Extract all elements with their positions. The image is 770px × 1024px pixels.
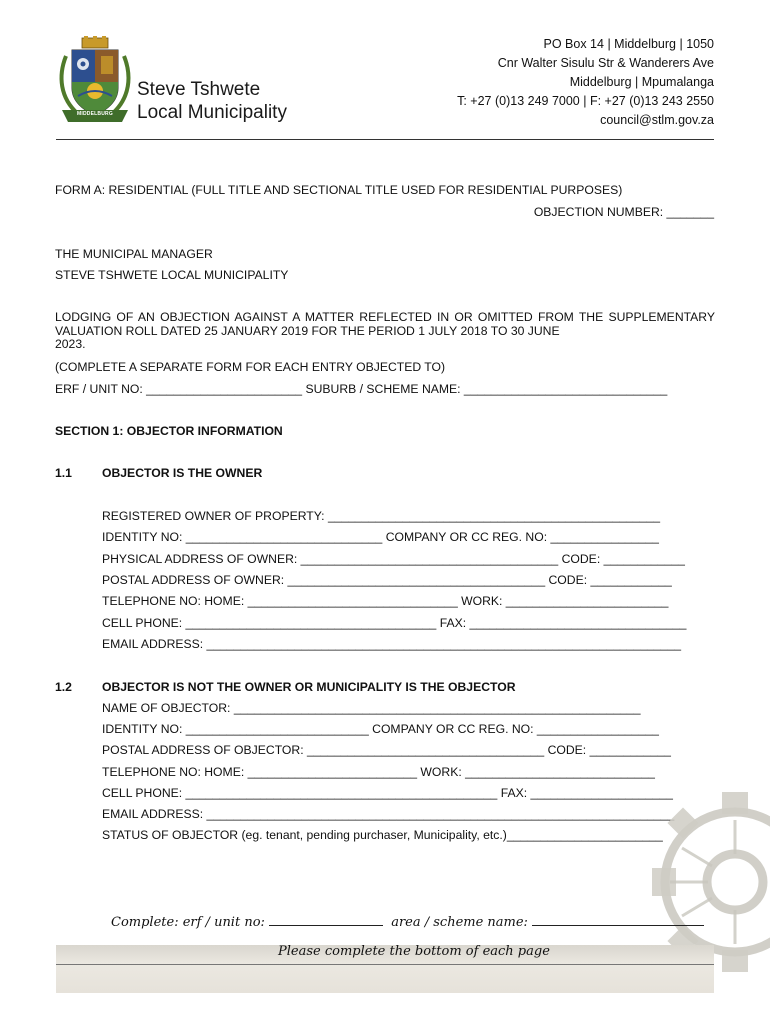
owner-physical-address-field[interactable]: PHYSICAL ADDRESS OF OWNER: ______________________________________ CODE: ____________ — [102, 552, 685, 566]
footer-erf-input[interactable] — [269, 914, 383, 926]
objector-status-field[interactable]: STATUS OF OBJECTOR (eg. tenant, pending purchaser, Municipality, etc.)_______________________ — [102, 828, 663, 842]
objector-postal-address-field[interactable]: POSTAL ADDRESS OF OBJECTOR: ___________________________________ CODE: ____________ — [102, 743, 671, 757]
org-name-line-2: Local Municipality — [137, 102, 287, 123]
footer-area-label: area / scheme name: — [391, 915, 528, 930]
addressee-line-2: STEVE TSHWETE LOCAL MUNICIPALITY — [55, 268, 289, 282]
lodging-text: LODGING OF AN OBJECTION AGAINST A MATTER REFLECTED IN OR OMITTED FROM THE SUPPLEMENTARY VALUATION ROLL DATED 25 JANUARY 2019 FOR THE PERIOD 1 JULY 2018 TO 30 JUNE — [55, 310, 715, 338]
objector-email-field[interactable]: EMAIL ADDRESS: _____________________________________________________________________ — [102, 807, 675, 821]
owner-identity-field[interactable]: IDENTITY NO: _____________________________ COMPANY OR CC REG. NO: ________________ — [102, 530, 659, 544]
subsection-1-1-number: 1.1 — [55, 466, 72, 480]
contact-postal: PO Box 14 | Middelburg | 1050 — [543, 37, 714, 51]
contact-block — [457, 35, 714, 130]
footer-complete-row — [111, 914, 704, 930]
organization-name — [137, 78, 287, 124]
subsection-1-2-heading: OBJECTOR IS NOT THE OWNER OR MUNICIPALITY IS THE OBJECTOR — [102, 680, 516, 694]
municipality-logo — [56, 36, 134, 128]
registered-owner-field[interactable]: REGISTERED OWNER OF PROPERTY: _________________________________________________ — [102, 509, 661, 523]
footer-divider — [56, 964, 714, 965]
form-title: FORM A: RESIDENTIAL (FULL TITLE AND SECTIONAL TITLE USED FOR RESIDENTIAL PURPOSES) — [55, 183, 623, 197]
contact-street: Cnr Walter Sisulu Str & Wanderers Ave — [497, 56, 714, 70]
addressee-line-1: THE MUNICIPAL MANAGER — [55, 247, 213, 261]
objection-number-field[interactable]: OBJECTION NUMBER: _______ — [533, 205, 714, 219]
lodging-text-end: 2023. — [55, 337, 86, 351]
owner-telephone-field[interactable]: TELEPHONE NO: HOME: _______________________________ WORK: ________________________ — [102, 594, 669, 608]
contact-town: Middelburg | Mpumalanga — [569, 75, 714, 89]
contact-phone-fax: T: +27 (0)13 249 7000 | F: +27 (0)13 243 2550 — [457, 94, 714, 108]
owner-cell-fax-field[interactable]: CELL PHONE: _____________________________________ FAX: ________________________________ — [102, 616, 687, 630]
footer-area-input[interactable] — [532, 914, 704, 926]
subsection-1-2-number: 1.2 — [55, 680, 72, 694]
owner-email-field[interactable]: EMAIL ADDRESS: ______________________________________________________________________ — [102, 637, 681, 651]
logo-ribbon-text: MIDDELBURG — [77, 111, 113, 117]
objector-name-field[interactable]: NAME OF OBJECTOR: ____________________________________________________________ — [102, 701, 641, 715]
footer-erf-label: Complete: erf / unit no: — [111, 915, 265, 930]
erf-suburb-field[interactable]: ERF / UNIT NO: _______________________ SUBURB / SCHEME NAME: ______________________________ — [55, 382, 668, 396]
header-divider — [56, 139, 714, 140]
contact-email[interactable]: council@stlm.gov.za — [600, 113, 714, 127]
objector-cell-fax-field[interactable]: CELL PHONE: ______________________________________________ FAX: _____________________ — [102, 786, 673, 800]
section-1-heading: SECTION 1: OBJECTOR INFORMATION — [55, 424, 283, 438]
subsection-1-1-heading: OBJECTOR IS THE OWNER — [102, 466, 263, 480]
lodging-statement — [55, 311, 715, 352]
footer-bottom-note: Please complete the bottom of each page — [278, 944, 550, 959]
objector-telephone-field[interactable]: TELEPHONE NO: HOME: _________________________ WORK: ____________________________ — [102, 765, 655, 779]
org-name-line-1: Steve Tshwete — [137, 79, 261, 100]
owner-postal-address-field[interactable]: POSTAL ADDRESS OF OWNER: ______________________________________ CODE: ____________ — [102, 573, 672, 587]
separate-form-note: (COMPLETE A SEPARATE FORM FOR EACH ENTRY OBJECTED TO) — [55, 360, 446, 374]
objector-identity-field[interactable]: IDENTITY NO: ___________________________ COMPANY OR CC REG. NO: __________________ — [102, 722, 659, 736]
